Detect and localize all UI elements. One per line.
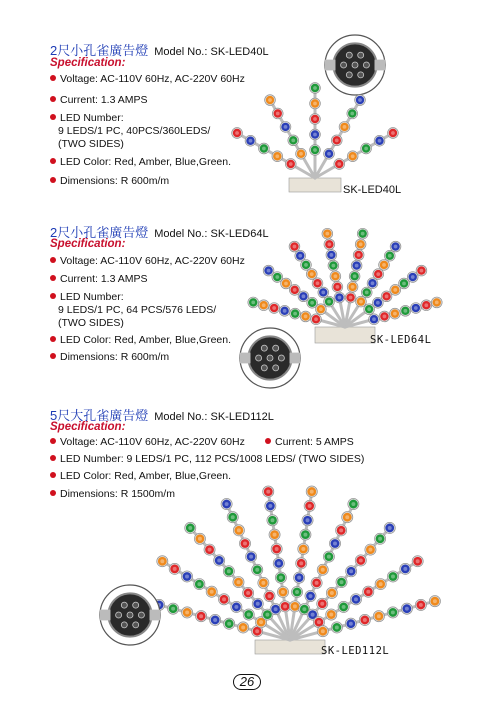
section2-current: Current: 1.3 AMPS	[50, 273, 148, 286]
section1-current: Current: 1.3 AMPS	[50, 94, 148, 107]
section2-title: 2尺小孔雀廣告燈 Model No.: SK-LED64L	[50, 225, 269, 240]
section1-title: 2尺小孔雀廣告燈 Model No.: SK-LED40L	[50, 43, 269, 58]
fan-112l-base	[255, 640, 325, 654]
section2-dimensions: Dimensions: R 600m/m	[50, 351, 169, 364]
section1-led-color: LED Color: Red, Amber, Blue,Green.	[50, 156, 231, 169]
section1-caption: SK-LED40L	[343, 184, 402, 196]
section3-title: 5尺大孔雀廣告燈 Model No.: SK-LED112L	[50, 408, 274, 423]
section3-dimensions: Dimensions: R 1500m/m	[50, 488, 175, 501]
section2-voltage: Voltage: AC-110V 60Hz, AC-220V 60Hz	[50, 255, 245, 268]
section3-voltage: Voltage: AC-110V 60Hz, AC-220V 60Hz	[50, 436, 245, 449]
section1-dimensions: Dimensions: R 600m/m	[50, 175, 169, 188]
section1-voltage: Voltage: AC-110V 60Hz, AC-220V 60Hz	[50, 73, 245, 86]
page-number: 26	[233, 674, 261, 690]
section3-led-number: LED Number: 9 LEDS/1 PC, 112 PCS/1008 LEDS/ (TWO SIDES)	[50, 453, 364, 466]
section3-led-color: LED Color: Red, Amber, Blue,Green.	[50, 470, 231, 483]
section3-spec-heading: Specification:	[50, 421, 126, 433]
section2-led-color: LED Color: Red, Amber, Blue,Green.	[50, 334, 231, 347]
section2-spec-heading: Specification:	[50, 238, 126, 250]
fan-40l-base	[289, 178, 341, 192]
section1-led-number: LED Number: 9 LEDS/1 PC, 40PCS/360LEDS/ (TWO SIDES)	[50, 112, 210, 151]
section3-current: Current: 5 AMPS	[265, 436, 354, 449]
section2-caption: SK-LED64L	[370, 334, 432, 346]
section3-caption: SK-LED112L	[321, 645, 390, 657]
section2-led-number: LED Number: 9 LEDS/1 PC, 64 PCS/576 LEDS/ (TWO SIDES)	[50, 291, 216, 330]
section1-spec-heading: Specification:	[50, 57, 126, 69]
fan-64l-base	[315, 327, 375, 343]
